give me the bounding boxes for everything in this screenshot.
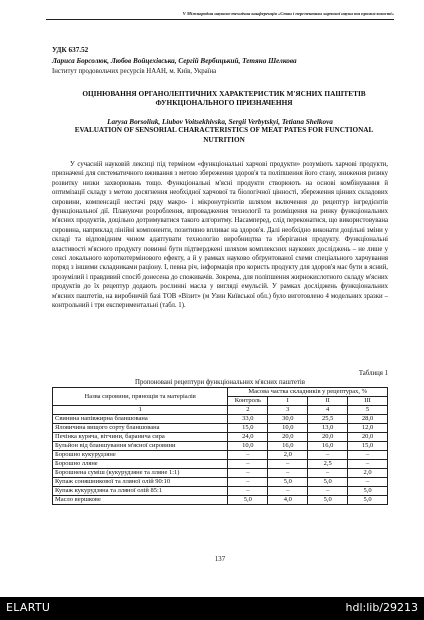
ingredient-value: 2,0 — [348, 469, 388, 478]
ingredient-value: 5,0 — [348, 487, 388, 496]
ingredient-value: 10,0 — [228, 442, 268, 451]
ingredient-value: 15,0 — [348, 442, 388, 451]
table-number: Таблиця 1 — [358, 370, 388, 377]
ingredient-value: – — [308, 451, 348, 460]
table-row — [53, 487, 388, 496]
ingredient-name: Яловичина вищого сорту бланшована — [53, 424, 228, 433]
institution: Інститут продовольчих ресурсів НААН, м. Київ, Україна — [52, 68, 217, 75]
ingredient-name: Бульйон від бланшування м'ясної сировини — [53, 442, 228, 451]
ingredient-value: – — [228, 460, 268, 469]
ingredient-value: 25,5 — [308, 415, 348, 424]
ingredient-value: – — [348, 451, 388, 460]
ingredient-value: 28,0 — [348, 415, 388, 424]
ingredient-value: 4,0 — [268, 496, 308, 505]
table-col-label: I — [268, 397, 308, 406]
table-col-label: II — [308, 397, 348, 406]
table-row — [53, 451, 388, 460]
table-caption: Пропоновані рецептури функціональних м'ясних паштетів — [135, 379, 305, 386]
repository-footer — [0, 597, 424, 620]
table-row — [53, 442, 388, 451]
ingredient-value: 16,0 — [268, 442, 308, 451]
table-col-label: III — [348, 397, 388, 406]
ingredient-value: – — [268, 469, 308, 478]
table-cell: 1 — [53, 406, 228, 415]
table-cell: 3 — [268, 406, 308, 415]
ingredient-value: 13,0 — [308, 424, 348, 433]
ingredient-value: 2,5 — [308, 460, 348, 469]
table-row — [53, 415, 388, 424]
ingredient-value: 24,0 — [228, 433, 268, 442]
ingredient-value: 15,0 — [228, 424, 268, 433]
ingredient-value: – — [348, 460, 388, 469]
handle-id: hdl:lib/29213 — [345, 601, 418, 614]
authors-english: Larysa Borsoliuk, Liubov Voitsekhivska, Sergii Verbytskyi, Tetiana Shelkova — [107, 118, 333, 126]
table-header-name: Назва сировини, прянощів та матеріалів — [53, 388, 228, 406]
table-cell: 5 — [348, 406, 388, 415]
ingredient-name: Борошнена суміш (кукурудзяне та лляне 1:1) — [53, 469, 228, 478]
ingredient-value: – — [228, 487, 268, 496]
ingredient-value: 30,0 — [268, 415, 308, 424]
table-row — [53, 433, 388, 442]
ingredient-value: – — [228, 478, 268, 487]
ingredient-value: – — [268, 487, 308, 496]
page-number: 137 — [214, 556, 226, 563]
table-header-group: Масова частка складників у рецептурах, % — [228, 388, 388, 397]
ingredient-value: 10,0 — [268, 424, 308, 433]
ingredient-value: – — [228, 469, 268, 478]
ingredient-name: Печінка куряча, вітчини, баранича сира — [53, 433, 228, 442]
ingredient-value: 5,0 — [308, 478, 348, 487]
ingredient-value: 5,0 — [228, 496, 268, 505]
ingredient-value: 12,0 — [348, 424, 388, 433]
table-row — [53, 469, 388, 478]
table-cell: 4 — [308, 406, 348, 415]
ingredient-value: 5,0 — [268, 478, 308, 487]
recipe-table — [52, 387, 388, 505]
ingredient-name: Свинина напівжирна бланшована — [53, 415, 228, 424]
table-col-label: Контроль — [228, 397, 268, 406]
ingredient-value: – — [228, 451, 268, 460]
body-paragraph: У сучасній науковій лексиці під терміном «функціональні харчові продукти» розуміють харчові продукти, призначені для систематичного вживання з метою збереження здоров'я та поліпшення його стану, зниження ризику розвитку низки захворювань тощо. Функціональні м'ясні продукти створюють на основі комбінування й оптимізації складу з метою досягнення необхідної харчової та біологічної цінності, збереження цінних складових сировини, компенсації нестачі ряду макро- і мікронутрієнтів шляхом включення до рецептур інгредієнтів функціональної дії. Плануючи розроблення, впровадження технології та розміщення на ринку функціональних м'ясних продуктів, доцільно дотримуватися такого алгоритму. Насамперед, слід переконатися, що використовувана сировина, наприклад лінійні компоненти, позитивно впливає на здоров'я. Далі необхідно виконати доцільні зміни у складі та відповідним чином адаптувати технологію виробництва та зберігання продукту. Функціональні властивості м'ясного продукту повинні бути підтверджені шляхом комплексних наукових досліджень – не лише у сенсі локального короткотермінового ефекту, а й у рамках науково обґрунтованої схеми спеціального харчування поряд з іншими складниками раціону. І, певна річ, інформація про користь продукту для здоров'я має бути в ясний, зрозумілий і правдивий спосіб донесена до споживачів. Зокрема, для поліпшення жирнокислотного складу м'ясних продуктів до їх рецептур додають рослинні масла у вигляді емульсій. У рамках досліджень функціональних м'ясних паштетів, на виробничій базі ТОВ «Візит» (м Узин Київської обл.) було виготовлено 4 модельних зразки – контрольний і три експериментальні (табл. 1). — [52, 161, 388, 310]
ingredient-value: 33,0 — [228, 415, 268, 424]
header-rule — [46, 19, 394, 20]
authors-ukrainian: Лариса Борсолюк, Любов Войцехівська, Сергій Вербицький, Тетяна Шелкова — [52, 57, 297, 65]
ingredient-name: Купаж кукурудзяна та лляної олій 85:1 — [53, 487, 228, 496]
repository-name: ELARTU — [6, 601, 51, 614]
ingredient-name: Купаж соняшникової та лляної олій 90:10 — [53, 478, 228, 487]
ingredient-value: 16,0 — [308, 442, 348, 451]
ingredient-value: – — [268, 460, 308, 469]
table-cell: 2 — [228, 406, 268, 415]
ingredient-value: 20,0 — [308, 433, 348, 442]
ingredient-value: – — [348, 478, 388, 487]
running-header: V Міжнародна науково-технічна конференція «Стан і перспективи харчової науки та промисловості» — [182, 11, 394, 16]
table-index-row — [53, 406, 388, 415]
table-row — [53, 460, 388, 469]
ingredient-value: 5,0 — [348, 496, 388, 505]
ingredient-name: Борошно лляне — [53, 460, 228, 469]
ingredient-value: 20,0 — [348, 433, 388, 442]
udk-code: УДК 637.52 — [52, 46, 89, 54]
table-row — [53, 478, 388, 487]
ingredient-value: – — [308, 469, 348, 478]
title-english: EVALUATION OF SENSORIAL CHARACTERISTICS OF MEAT PATES FOR FUNCTIONAL NUTRITION — [74, 126, 374, 144]
title-ukrainian: ОЦІНЮВАННЯ ОРГАНОЛЕПТИЧНИХ ХАРАКТЕРИСТИК М'ЯСНИХ ПАШТЕТІВ ФУНКЦІОНАЛЬНОГО ПРИЗНАЧЕННЯ — [82, 89, 366, 108]
ingredient-value: – — [308, 487, 348, 496]
table-row — [53, 496, 388, 505]
table-row — [53, 424, 388, 433]
ingredient-value: 20,0 — [268, 433, 308, 442]
ingredient-name: Масло вершкове — [53, 496, 228, 505]
ingredient-value: 2,0 — [268, 451, 308, 460]
ingredient-name: Борошно кукурудзяне — [53, 451, 228, 460]
ingredient-value: 5,0 — [308, 496, 348, 505]
